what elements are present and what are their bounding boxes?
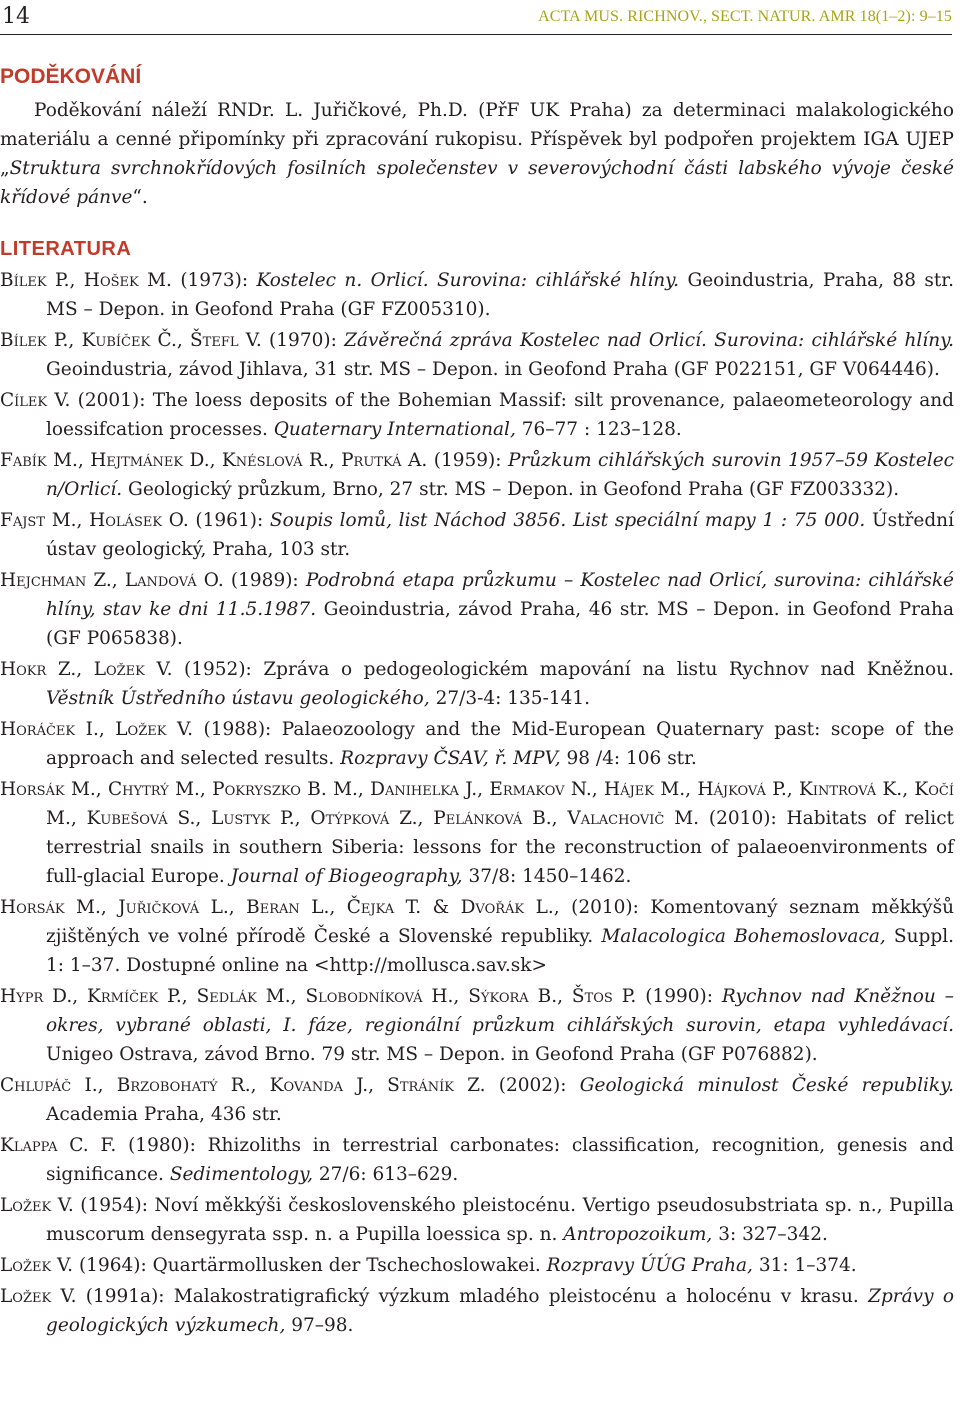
ref-text: , (2010): Komentovaný seznam měkkýšů zjištěných ve volné přírodě České a Slovenské republiky. [46, 897, 954, 947]
ref-publisher: Geoindustria, Praha, 88 str. MS – Depon. in Geofond Praha (GF FZ005310). [46, 270, 954, 320]
ref-title-italic: Podrobná etapa průzkumu – Kostelec nad Orlicí, surovina: cihlářské hlíny, stav ke dni 11.5.1987. [46, 570, 955, 620]
reference-list [0, 266, 954, 1342]
ref-title-italic: Geologická minulost České republiky. [579, 1075, 954, 1096]
ref-volume: 98 /4: 106 str. [560, 748, 697, 769]
ref-publisher: Geoindustria, závod Jihlava, 31 str. MS – Depon. in Geofond Praha (GF P022151, GF V064446). [46, 359, 940, 380]
ref-authors: Fabík M., Hejtmánek D., Knéslová R., Prutká A. [0, 450, 428, 471]
reference-entry [0, 1131, 954, 1189]
ref-journal-italic: Quaternary International, [273, 419, 516, 440]
ref-publisher: Ústřední ústav geologický, Praha, 103 str. [46, 510, 954, 560]
ref-authors: Horáček I., Ložek V. [0, 719, 193, 740]
ref-title-italic: Rychnov nad Kněžnou – okres, vybrané oblasti, I. fáze, regionální průzkum cihlářských surovin, etapa vyhledávací. [46, 986, 954, 1036]
ref-authors: Hejchman Z., Landová O. [0, 570, 224, 591]
ref-text: (1980): Rhizoliths in terrestrial carbonates: classification, recognition, genesis and significance. [46, 1135, 954, 1185]
literature-heading: LITERATURA [0, 238, 132, 260]
ack-text-end: “. [132, 187, 148, 208]
reference-entry [0, 446, 954, 504]
ref-authors: Bílek P., Hošek M. [0, 270, 172, 291]
ref-text: (1961): [188, 510, 270, 531]
ref-volume: 37/8: 1450–1462. [462, 866, 632, 887]
reference-entry [0, 1251, 954, 1280]
reference-entry [0, 655, 954, 713]
ref-title-italic: Kostelec n. Orlicí. Surovina: cihlářské hlíny. [256, 270, 680, 291]
ref-text: (1988): Palaeozoology and the Mid-European Quaternary past: scope of the approach and selected results. [46, 719, 954, 769]
ref-text: (1973): [171, 270, 257, 291]
ref-journal-italic: Rozpravy ÚÚG Praha, [546, 1255, 753, 1276]
ref-volume: 31: 1–374. [752, 1255, 857, 1276]
ref-text: (2010): Habitats of relict terrestrial snails in southern Siberia: lessons for the reconstruction of palaeoenvironments of full-glacial Europe. [46, 808, 954, 887]
reference-entry [0, 566, 954, 653]
ref-authors: Horsák M., Chytrý M., Pokryszko B. M., Danihelka J., Ermakov N., Hájek M., Hájková P., Kintrová K., Kočí M., Kubešová S., Lustyk P., Otýpková Z., Pelánková B., Valachovič M. [0, 779, 954, 829]
ref-authors: Ložek V. [0, 1195, 74, 1216]
ref-title-italic: Závěrečná zpráva Kostelec nad Orlicí. Surovina: cihlářské hlíny. [344, 330, 954, 351]
ref-text: (1964): Quartärmollusken der Tschechoslowakei. [73, 1255, 547, 1276]
ref-publisher: Unigeo Ostrava, závod Brno. 79 str. MS – Depon. in Geofond Praha (GF P076882). [46, 1044, 818, 1065]
ref-text: (1952): Zpráva o pedogeologickém mapování na listu Rychnov nad Kněžnou. [172, 659, 954, 680]
ref-authors: Chlupáč I., Brzobohatý R., Kovanda J., Stráník Z. [0, 1075, 486, 1096]
ref-authors: Fajst M., Holásek O. [0, 510, 189, 531]
ref-authors: Ložek V. [0, 1286, 77, 1307]
page-number: 14 [2, 4, 30, 29]
reference-entry [0, 266, 954, 324]
running-head: ACTA MUS. RICHNOV., SECT. NATUR. AMR 18(1–2): 9–15 [538, 8, 952, 25]
ref-journal-italic: Malacologica Bohemoslovaca, [601, 926, 886, 947]
ack-project-title: Struktura svrchnokřídových fosilních společenstev v severovýchodní části labského vývoje české křídové pánve [0, 158, 954, 208]
ref-authors: Horsák M., Juřičková L., Beran L., Čejka T. & Dvořák L. [0, 897, 554, 918]
ack-text: Poděkování náleží RNDr. L. Juřičkové, Ph.D. (PřF UK Praha) za determinaci malakologického materiálu a cenné připomínky při zpracování rukopisu. Příspěvek byl podpořen projektem IGA UJEP „ [0, 100, 954, 179]
ref-text: (1959): [427, 450, 508, 471]
ref-authors: Klappa C. F. [0, 1135, 117, 1156]
ref-authors: Ložek V. [0, 1255, 74, 1276]
ref-text: (1990): [636, 986, 722, 1007]
ref-journal-italic: Věstník Ústředního ústavu geologického, [46, 688, 430, 709]
ref-text: (2002): [485, 1075, 580, 1096]
ref-publisher: Geologický průzkum, Brno, 27 str. MS – Depon. in Geofond Praha (GF FZ003332). [122, 479, 900, 500]
reference-entry [0, 893, 954, 980]
ref-text: (1989): [223, 570, 306, 591]
reference-entry [0, 326, 954, 384]
ref-authors: Cílek V. [0, 390, 71, 411]
ref-publisher: Geoindustria, závod Praha, 46 str. MS – Depon. in Geofond Praha (GF P065838). [46, 599, 954, 649]
reference-entry [0, 715, 954, 773]
ref-authors: Bílek P., Kubíček Č., Štefl V. [0, 330, 262, 351]
ref-volume: 3: 327–342. [712, 1224, 828, 1245]
page-header [0, 2, 952, 35]
ref-journal-italic: Journal of Biogeography, [230, 866, 463, 887]
ref-volume: 27/6: 613–629. [312, 1164, 459, 1185]
ref-volume: 76–77 : 123–128. [515, 419, 682, 440]
ref-volume: Suppl. 1: 1–37. Dostupné online na <http://mollusca.sav.sk> [46, 926, 954, 976]
reference-entry [0, 386, 954, 444]
ref-text: (1991a): Malakostratigrafický výzkum mladého pleistocénu a holocénu v krasu. [76, 1286, 869, 1307]
ref-journal-italic: Zprávy o geologických výzkumech, [46, 1286, 954, 1336]
reference-entry [0, 1071, 954, 1129]
ref-journal-italic: Sedimentology, [169, 1164, 313, 1185]
reference-entry [0, 506, 954, 564]
ref-journal-italic: Antropozoikum, [563, 1224, 713, 1245]
ref-title-italic: Soupis lomů, list Náchod 3856. List speciální mapy 1 : 75 000. [269, 510, 866, 531]
ref-journal-italic: Rozpravy ČSAV, ř. MPV, [340, 748, 561, 769]
reference-entry [0, 982, 954, 1069]
ref-text: (2001): The loess deposits of the Bohemian Massif: silt provenance, palaeometeorology and loessifcation processes. [46, 390, 954, 440]
reference-entry [0, 775, 954, 891]
ref-text: (1954): Noví měkkýši československého pleistocénu. Vertigo pseudosubstriata sp. n., Pupilla muscorum densegyrata ssp. n. a Pupilla loessica sp. n. [46, 1195, 954, 1245]
reference-entry [0, 1282, 954, 1340]
ref-text: (1970): [261, 330, 345, 351]
ref-authors: Hokr Z., Ložek V. [0, 659, 173, 680]
acknowledgements-heading: PODĚKOVÁNÍ [0, 65, 142, 88]
ref-volume: 27/3-4: 135-141. [429, 688, 591, 709]
ref-title-italic: Průzkum cihlářských surovin 1957–59 Kostelec n/Orlicí. [46, 450, 954, 500]
ref-authors: Hypr D., Krmíček P., Sedlák M., Slobodníková H., Sýkora B., Štos P. [0, 986, 637, 1007]
ref-publisher: Academia Praha, 436 str. [46, 1104, 282, 1125]
acknowledgements-paragraph [0, 96, 954, 212]
reference-entry [0, 1191, 954, 1249]
ref-volume: 97–98. [285, 1315, 354, 1336]
